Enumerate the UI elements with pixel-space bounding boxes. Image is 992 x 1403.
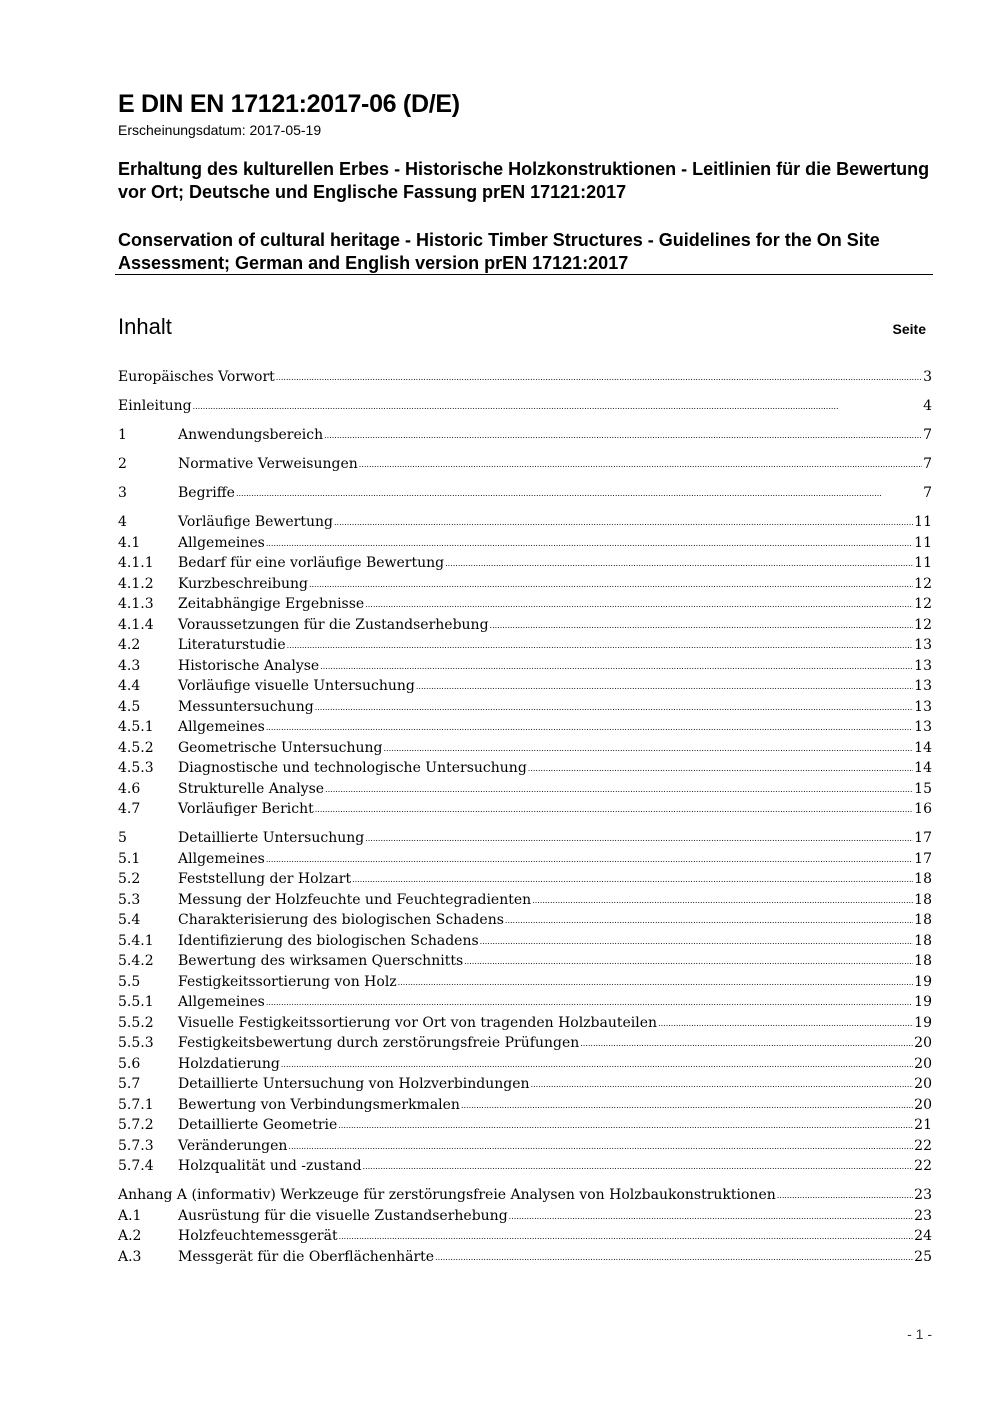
toc-dot-leader xyxy=(365,827,913,850)
toc-entry[interactable] xyxy=(118,1136,932,1157)
toc-entry-number: 5.7.2 xyxy=(118,1117,154,1133)
toc-dot-leader xyxy=(445,552,913,575)
toc-entry[interactable] xyxy=(118,972,932,993)
toc-entry-title: Bewertung des wirksamen Querschnitts xyxy=(178,953,464,969)
toc-entry-page: 13 xyxy=(914,678,932,694)
toc-entry-title: Vorläufige visuelle Untersuchung xyxy=(178,678,415,694)
toc-entry-page: 14 xyxy=(914,739,932,756)
toc-dot-leader xyxy=(324,424,922,447)
toc-entry-title: Messuntersuchung xyxy=(178,698,314,715)
toc-dot-leader xyxy=(464,950,913,973)
toc-dot-leader xyxy=(266,716,913,739)
toc-entry-page: 13 xyxy=(914,698,932,715)
toc-dot-leader xyxy=(266,848,913,871)
toc-entry-number: 4.1.2 xyxy=(118,575,154,592)
toc-entry-title: Festigkeitsbewertung durch zerstörungsfreie Prüfungen xyxy=(178,1035,580,1051)
toc-dot-leader xyxy=(339,1225,914,1248)
toc-dot-leader xyxy=(276,366,922,389)
toc-entry-number: 5.3 xyxy=(118,891,141,908)
toc-entry-title: Detaillierte Untersuchung von Holzverbindungen xyxy=(178,1076,530,1092)
toc-entry[interactable] xyxy=(118,367,932,388)
toc-entry-number: 4 xyxy=(118,514,127,530)
toc-dot-leader xyxy=(365,593,913,616)
toc-entry[interactable] xyxy=(118,1226,932,1247)
toc-entry-number: 3 xyxy=(118,485,127,501)
title-german: Erhaltung des kulturellen Erbes - Historische Holzkonstruktionen - Leitlinien für die Bewertung vor Ort; Deutsche und Englische Fassung prEN 17121:2017 xyxy=(118,159,930,202)
toc-entry-page: 21 xyxy=(914,1117,932,1133)
toc-entry-number: 4.2 xyxy=(118,637,141,653)
toc-entry-title: Holzqualität und -zustand xyxy=(178,1158,362,1174)
toc-entry-number: A.2 xyxy=(118,1228,142,1244)
toc-entry-page: 11 xyxy=(914,534,932,551)
toc-entry-number: 5.7 xyxy=(118,1076,141,1092)
toc-entry-page: 13 xyxy=(914,657,932,674)
toc-dot-leader xyxy=(288,1135,913,1158)
toc-dot-leader xyxy=(509,1205,914,1228)
toc-entry-page: 20 xyxy=(914,1076,932,1092)
toc-entry-title: Detaillierte Geometrie xyxy=(178,1117,338,1133)
toc-entry[interactable] xyxy=(118,1115,932,1136)
toc-entry-number: 5.4 xyxy=(118,912,141,928)
toc-entry[interactable] xyxy=(118,869,932,890)
toc-entry-number: 4.5 xyxy=(118,698,141,715)
toc-entry-page: 18 xyxy=(914,891,932,908)
toc-dot-leader xyxy=(461,1094,913,1117)
toc-entry-title: Diagnostische und technologische Untersuchung xyxy=(178,760,527,776)
toc-entry-number: 4.1.3 xyxy=(118,596,154,612)
toc-entry-page: 12 xyxy=(914,596,932,612)
toc-entry[interactable] xyxy=(118,656,932,677)
toc-dot-leader xyxy=(320,655,913,678)
toc-entry-page: 23 xyxy=(914,1207,932,1224)
toc-entry[interactable] xyxy=(118,951,932,972)
toc-dot-leader xyxy=(384,737,914,760)
toc-entry-title: Festigkeitssortierung von Holz xyxy=(178,973,397,990)
toc-entry[interactable] xyxy=(118,849,932,870)
toc-entry[interactable] xyxy=(118,635,932,656)
toc-entry[interactable] xyxy=(118,1074,932,1095)
toc-entry-number: 4.5.2 xyxy=(118,739,154,756)
toc-entry-number: 5.5.1 xyxy=(118,994,154,1010)
toc-entry-title: Literaturstudie xyxy=(178,637,286,653)
toc-entry-title: Holzdatierung xyxy=(178,1055,280,1072)
table-of-contents xyxy=(118,367,932,1267)
toc-entry-title: Holzfeuchtemessgerät xyxy=(178,1228,338,1244)
toc-entry-page: 20 xyxy=(914,1035,932,1051)
toc-entry-title: Bewertung von Verbindungsmerkmalen xyxy=(178,1096,460,1113)
toc-entry-title: Vorläufiger Bericht xyxy=(178,801,314,817)
toc-entry-title: Einleitung xyxy=(118,398,192,414)
toc-entry-number: 5.4.2 xyxy=(118,953,154,969)
publication-date: Erscheinungsdatum: 2017-05-19 xyxy=(118,122,322,138)
toc-entry-number: 4.4 xyxy=(118,678,141,694)
toc-entry-number: 5.6 xyxy=(118,1055,141,1072)
toc-dot-leader xyxy=(363,1155,914,1178)
toc-entry[interactable] xyxy=(118,533,932,554)
toc-entry-number: 5.2 xyxy=(118,871,141,887)
toc-entry[interactable] xyxy=(118,676,932,697)
toc-dot-leader xyxy=(658,1012,913,1035)
toc-entry-page: 19 xyxy=(914,973,932,990)
toc-entry[interactable] xyxy=(118,758,932,779)
toc-dot-leader xyxy=(334,511,913,534)
toc-entry-page: 7 xyxy=(923,456,932,472)
toc-dot-leader xyxy=(532,889,913,912)
toc-dot-leader xyxy=(352,868,913,891)
toc-entry-page: 18 xyxy=(914,871,932,887)
toc-dot-leader xyxy=(236,482,922,505)
toc-entry-title: Bedarf für eine vorläufige Bewertung xyxy=(178,555,445,571)
toc-dot-leader xyxy=(359,453,922,476)
toc-entry-page: 3 xyxy=(923,369,932,385)
toc-entry-title: Europäisches Vorwort xyxy=(118,369,275,385)
toc-entry-number: 4.1.4 xyxy=(118,616,154,633)
toc-entry-page: 18 xyxy=(914,953,932,969)
toc-dot-leader xyxy=(490,614,914,637)
toc-dot-leader xyxy=(281,1053,913,1076)
toc-entry-page: 20 xyxy=(914,1096,932,1113)
toc-entry-page: 25 xyxy=(914,1248,932,1265)
toc-dot-leader xyxy=(193,395,923,418)
toc-dot-leader xyxy=(416,675,913,698)
toc-entry-number: A.3 xyxy=(118,1248,142,1265)
toc-dot-leader xyxy=(435,1246,913,1269)
toc-entry-title: Allgemeines xyxy=(178,994,265,1010)
toc-entry-title: Kurzbeschreibung xyxy=(178,575,308,592)
toc-entry-page: 22 xyxy=(914,1137,932,1154)
title-english: Conservation of cultural heritage - Historic Timber Structures - Guidelines for the On Site Assessment; German and English version prEN 17121:2017 xyxy=(118,230,880,273)
toc-entry-number: 1 xyxy=(118,427,127,443)
toc-entry-number: 4.3 xyxy=(118,657,141,674)
toc-entry[interactable] xyxy=(118,1054,932,1075)
toc-entry-title: Messgerät für die Oberflächenhärte xyxy=(178,1248,435,1265)
toc-entry-page: 20 xyxy=(914,1055,932,1072)
toc-entry-page: 17 xyxy=(914,830,932,846)
toc-entry-title: Normative Verweisungen xyxy=(178,456,358,472)
toc-entry-page: 24 xyxy=(914,1228,932,1244)
toc-entry-number: 4.5.1 xyxy=(118,719,154,735)
toc-entry[interactable] xyxy=(118,738,932,759)
toc-entry-number: 5.7.1 xyxy=(118,1096,154,1113)
toc-entry-title: Ausrüstung für die visuelle Zustandserhebung xyxy=(178,1207,508,1224)
toc-entry-title: Veränderungen xyxy=(178,1137,288,1154)
toc-dot-leader xyxy=(309,573,913,596)
toc-entry[interactable] xyxy=(118,1156,932,1177)
toc-entry-number: 5.7.4 xyxy=(118,1158,154,1174)
toc-entry[interactable] xyxy=(118,483,932,504)
toc-entry[interactable] xyxy=(118,594,932,615)
toc-entry-number: 5.1 xyxy=(118,850,141,867)
page-number: - 1 - xyxy=(907,1326,932,1342)
toc-entry[interactable] xyxy=(118,396,932,417)
toc-dot-leader xyxy=(338,1114,913,1137)
toc-entry-title: Voraussetzungen für die Zustandserhebung xyxy=(178,616,489,633)
toc-entry-number: 2 xyxy=(118,456,127,472)
toc-entry-page: 13 xyxy=(914,637,932,653)
toc-entry-page: 13 xyxy=(914,719,932,735)
toc-entry-title: Historische Analyse xyxy=(178,657,320,674)
toc-dot-leader xyxy=(287,634,914,657)
toc-entry-title: Zeitabhängige Ergebnisse xyxy=(178,596,365,612)
toc-entry-page: 4 xyxy=(923,398,932,414)
toc-entry-number: 5.5 xyxy=(118,973,141,990)
toc-dot-leader xyxy=(398,971,914,994)
toc-entry-page: 12 xyxy=(914,575,932,592)
toc-entry[interactable] xyxy=(118,890,932,911)
toc-entry[interactable] xyxy=(118,574,932,595)
toc-entry-page: 22 xyxy=(914,1158,932,1174)
toc-dot-leader xyxy=(266,991,913,1014)
toc-entry-page: 19 xyxy=(914,994,932,1010)
page-column-label: Seite xyxy=(892,321,926,337)
toc-entry-number: 5.5.2 xyxy=(118,1014,154,1031)
toc-entry-number: 5.5.3 xyxy=(118,1035,154,1051)
toc-entry-page: 11 xyxy=(914,555,932,571)
toc-entry-number: 5 xyxy=(118,830,127,846)
toc-entry-title: Messung der Holzfeuchte und Feuchtegradienten xyxy=(178,891,532,908)
toc-entry-page: 18 xyxy=(914,912,932,928)
toc-entry-page: 23 xyxy=(914,1187,932,1203)
toc-dot-leader xyxy=(777,1184,913,1207)
header-divider xyxy=(115,274,933,275)
toc-entry-page: 11 xyxy=(914,514,932,530)
toc-entry-page: 15 xyxy=(914,780,932,797)
toc-entry[interactable] xyxy=(118,615,932,636)
toc-entry[interactable] xyxy=(118,1206,932,1227)
toc-entry-title: Charakterisierung des biologischen Schadens xyxy=(178,912,504,928)
toc-entry-title: Geometrische Untersuchung xyxy=(178,739,383,756)
toc-entry-title: Begriffe xyxy=(178,485,235,501)
toc-entry-page: 19 xyxy=(914,1014,932,1031)
toc-entry-number: 5.7.3 xyxy=(118,1137,154,1154)
toc-entry[interactable] xyxy=(118,717,932,738)
toc-entry[interactable] xyxy=(118,931,932,952)
toc-entry-page: 14 xyxy=(914,760,932,776)
toc-entry-title: Strukturelle Analyse xyxy=(178,780,325,797)
toc-dot-leader xyxy=(325,778,913,801)
toc-entry-title: Vorläufige Bewertung xyxy=(178,514,333,530)
toc-entry[interactable] xyxy=(118,1013,932,1034)
toc-entry-title: Visuelle Festigkeitssortierung vor Ort von tragenden Holzbauteilen xyxy=(178,1014,658,1031)
toc-entry-number: 4.1.1 xyxy=(118,555,154,571)
toc-entry-page: 12 xyxy=(914,616,932,633)
toc-entry[interactable] xyxy=(118,425,932,446)
toc-entry[interactable] xyxy=(118,512,932,533)
toc-dot-leader xyxy=(315,696,913,719)
toc-entry[interactable] xyxy=(118,779,932,800)
toc-entry-title: Anhang A (informativ) Werkzeuge für zerstörungsfreie Analysen von Holzbaukonstruktionen xyxy=(118,1187,776,1203)
toc-entry-number: 5.4.1 xyxy=(118,932,154,949)
toc-entry-title: Detaillierte Untersuchung xyxy=(178,830,365,846)
toc-entry[interactable] xyxy=(118,553,932,574)
toc-dot-leader xyxy=(531,1073,914,1096)
toc-entry-number: A.1 xyxy=(118,1207,142,1224)
toc-dot-leader xyxy=(266,532,913,555)
toc-entry[interactable] xyxy=(118,454,932,475)
toc-entry-page: 18 xyxy=(914,932,932,949)
toc-entry-page: 7 xyxy=(923,485,932,501)
toc-entry-title: Identifizierung des biologischen Schadens xyxy=(178,932,479,949)
toc-entry-title: Allgemeines xyxy=(178,719,265,735)
toc-entry-title: Allgemeines xyxy=(178,850,265,867)
toc-entry[interactable] xyxy=(118,828,932,849)
toc-entry[interactable] xyxy=(118,910,932,931)
toc-entry[interactable] xyxy=(118,1095,932,1116)
toc-entry[interactable] xyxy=(118,799,932,820)
toc-entry-title: Feststellung der Holzart xyxy=(178,871,352,887)
toc-entry[interactable] xyxy=(118,1185,932,1206)
toc-entry-number: 4.1 xyxy=(118,534,141,551)
toc-dot-leader xyxy=(580,1032,913,1055)
toc-entry-page: 16 xyxy=(914,801,932,817)
contents-heading: Inhalt xyxy=(118,314,172,339)
toc-entry[interactable] xyxy=(118,697,932,718)
document-number: E DIN EN 17121:2017-06 (D/E) xyxy=(118,90,460,118)
toc-dot-leader xyxy=(528,757,913,780)
toc-dot-leader xyxy=(505,909,913,932)
toc-entry[interactable] xyxy=(118,992,932,1013)
toc-entry-title: Anwendungsbereich xyxy=(178,427,324,443)
toc-entry-page: 17 xyxy=(914,850,932,867)
toc-entry-number: 4.6 xyxy=(118,780,141,797)
toc-dot-leader xyxy=(315,798,913,821)
toc-entry-title: Allgemeines xyxy=(178,534,265,551)
toc-entry[interactable] xyxy=(118,1033,932,1054)
toc-dot-leader xyxy=(480,930,914,953)
toc-entry-page: 7 xyxy=(923,427,932,443)
toc-entry-number: 4.5.3 xyxy=(118,760,154,776)
toc-entry[interactable] xyxy=(118,1247,932,1268)
toc-entry-number: 4.7 xyxy=(118,801,141,817)
